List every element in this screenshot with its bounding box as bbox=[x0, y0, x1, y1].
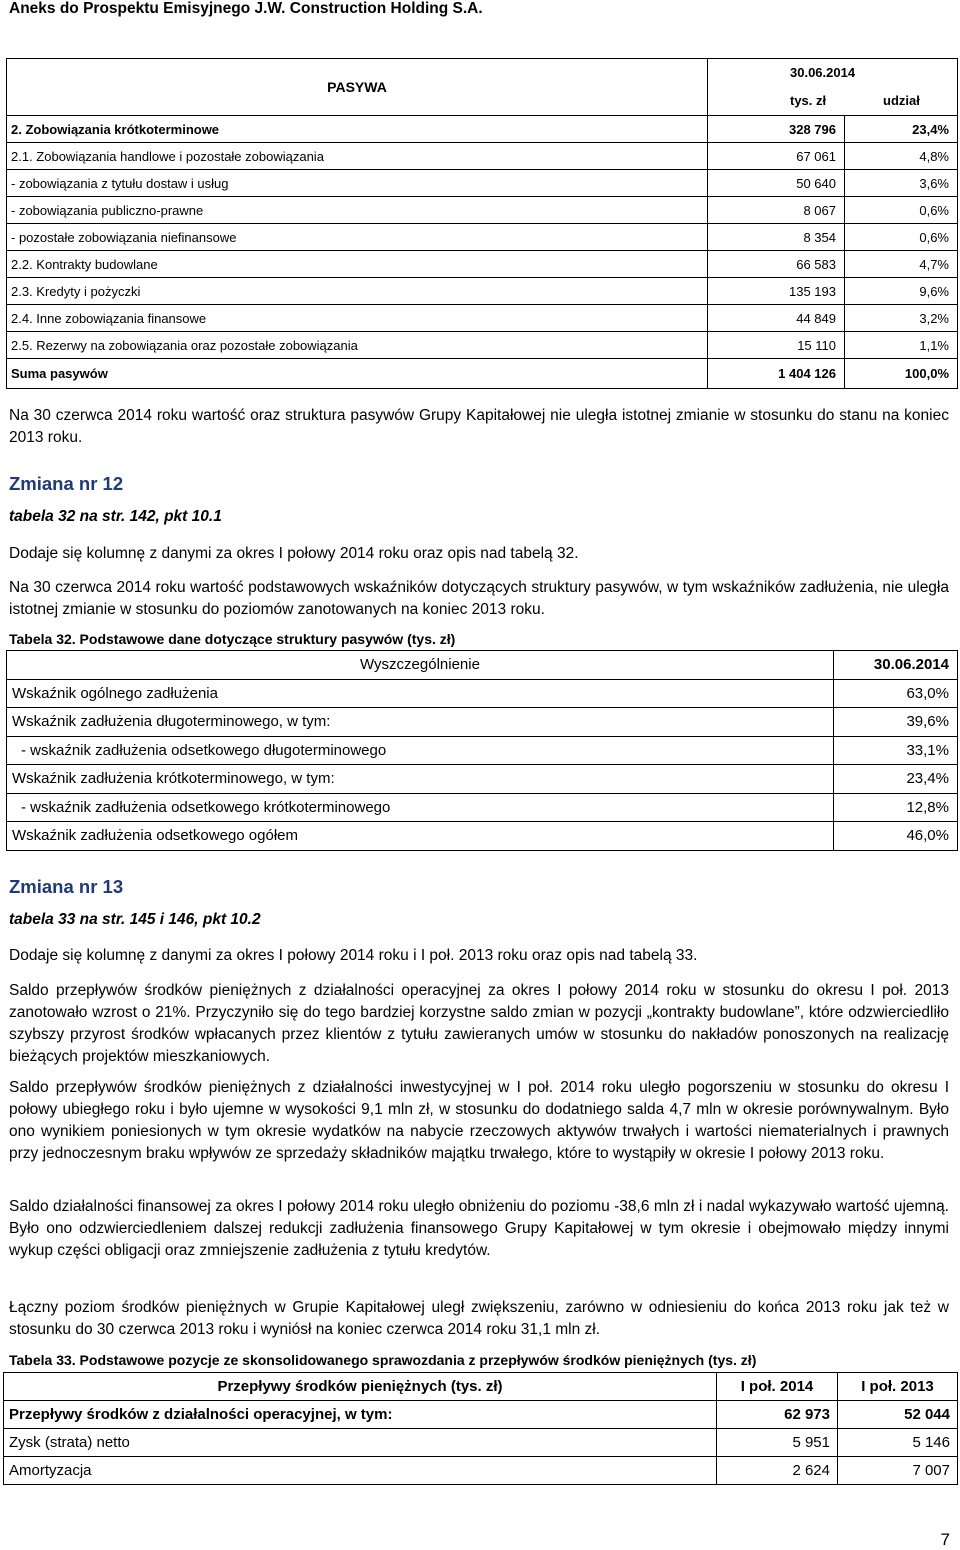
change-13-paragraph-2: Saldo przepływów środków pieniężnych z działalności inwestycyjnej w I poł. 2014 roku uległo pogorszeniu w stosunku do okresu I połowy ubiegłego roku i było ujemne w wysokości 9,1 mln zł, w stosunku do dodatniego salda 4,7 mln w okresie porównywalnym. Było ono wynikiem poniesionych w tym okresie wydatków na nabycie rzeczowych aktywów trwałych i wartości niematerialnych i prawnych przy jednoczesnym braku wpływów ze sprzedaży składników majątku trwałego, które to wystąpiły w okresie I połowy 2013 roku. bbox=[9, 1079, 949, 1162]
cashflow-table bbox=[3, 1372, 958, 1485]
row-label: 2.3. Kredyty i pożyczki bbox=[7, 278, 708, 305]
table-row bbox=[4, 1429, 958, 1457]
row-label: 2.5. Rezerwy na zobowiązania oraz pozostałe zobowiązania bbox=[7, 332, 708, 359]
table-row-total bbox=[7, 359, 958, 389]
change-13-desc: Dodaje się kolumnę z danymi za okres I połowy 2014 roku i I poł. 2013 roku oraz opis nad tabelą 33. bbox=[9, 947, 698, 964]
row-share: 1,1% bbox=[845, 332, 958, 359]
change-12-paragraph: Na 30 czerwca 2014 roku wartość podstawowych wskaźników dotyczących struktury pasywów, w tym wskaźników zadłużenia, nie uległa istotnej zmianie w stosunku do poziomów zanotowanych na koniec 2013 roku. bbox=[9, 579, 949, 618]
row-value: 63,0% bbox=[834, 679, 958, 708]
row-value-1: 5 951 bbox=[717, 1429, 838, 1457]
table-row bbox=[7, 822, 958, 851]
row-label: 2.1. Zobowiązania handlowe i pozostałe zobowiązania bbox=[7, 143, 708, 170]
liabilities-table bbox=[6, 58, 958, 389]
row-label: 2.4. Inne zobowiązania finansowe bbox=[7, 305, 708, 332]
row-share: 23,4% bbox=[845, 116, 958, 143]
row-amount: 50 640 bbox=[708, 170, 845, 197]
table-row bbox=[7, 170, 958, 197]
row-label: Suma pasywów bbox=[7, 359, 708, 389]
change-13-paragraph-3: Saldo działalności finansowej za okres I połowy 2014 roku uległo obniżeniu do poziomu -38,6 mln zł i nadal wykazywało wartość ujemną. Było ono odzwierciedleniem dalszej redukcji zadłużenia finansowego Grupy Kapitałowej w tym okresie i obejmowało między innymi wykup części obligacji oraz zmniejszenie zadłużenia z tytułu kredytów. bbox=[9, 1198, 949, 1259]
table-header-row bbox=[4, 1373, 958, 1401]
row-value: 46,0% bbox=[834, 822, 958, 851]
row-label: Wskaźnik ogólnego zadłużenia bbox=[7, 679, 834, 708]
row-label: Wskaźnik zadłużenia odsetkowego ogółem bbox=[7, 822, 834, 851]
change-13-ref: tabela 33 na str. 145 i 146, pkt 10.2 bbox=[9, 911, 261, 928]
row-amount: 135 193 bbox=[708, 278, 845, 305]
table-row bbox=[7, 332, 958, 359]
table-row bbox=[7, 278, 958, 305]
row-amount: 8 354 bbox=[708, 224, 845, 251]
row-share: 4,8% bbox=[845, 143, 958, 170]
change-13-title: Zmiana nr 13 bbox=[9, 876, 124, 897]
row-share: 9,6% bbox=[845, 278, 958, 305]
row-amount: 67 061 bbox=[708, 143, 845, 170]
row-amount: 66 583 bbox=[708, 251, 845, 278]
table-row bbox=[7, 224, 958, 251]
row-amount: 8 067 bbox=[708, 197, 845, 224]
row-share: 4,7% bbox=[845, 251, 958, 278]
row-value-1: 62 973 bbox=[717, 1401, 838, 1429]
table-row bbox=[4, 1401, 958, 1429]
row-label: Amortyzacja bbox=[4, 1457, 717, 1485]
row-value-2: 5 146 bbox=[838, 1429, 958, 1457]
indicators-table bbox=[6, 650, 958, 851]
table-row bbox=[7, 765, 958, 794]
row-label: - zobowiązania z tytułu dostaw i usług bbox=[7, 170, 708, 197]
row-value-1: 2 624 bbox=[717, 1457, 838, 1485]
change-12-title: Zmiana nr 12 bbox=[9, 473, 124, 494]
row-share: 3,6% bbox=[845, 170, 958, 197]
amount-header: tys. zł bbox=[790, 93, 827, 108]
row-label: Wskaźnik zadłużenia krótkoterminowego, w tym: bbox=[7, 765, 834, 794]
table-row bbox=[7, 143, 958, 170]
header-label: Wyszczególnienie bbox=[7, 651, 834, 680]
header-period-1: I poł. 2014 bbox=[717, 1373, 838, 1401]
share-header: udział bbox=[883, 93, 920, 108]
row-label: - wskaźnik zadłużenia odsetkowego krótkoterminowego bbox=[7, 793, 834, 822]
header-label: Przepływy środków pieniężnych (tys. zł) bbox=[4, 1373, 717, 1401]
row-value: 12,8% bbox=[834, 793, 958, 822]
row-value: 33,1% bbox=[834, 736, 958, 765]
date-header-cell bbox=[708, 59, 958, 116]
row-label: Wskaźnik zadłużenia długoterminowego, w tym: bbox=[7, 708, 834, 737]
row-label: Przepływy środków z działalności operacyjnej, w tym: bbox=[4, 1401, 717, 1429]
row-share: 0,6% bbox=[845, 224, 958, 251]
change-13-paragraph-4: Łączny poziom środków pieniężnych w Grupie Kapitałowej uległ zwiększeniu, zarówno w odniesieniu do końca 2013 roku jak też w stosunku do 30 czerwca 2013 roku i wyniósł na koniec czerwca 2014 roku 31,1 mln zł. bbox=[9, 1299, 949, 1338]
table-row bbox=[7, 116, 958, 143]
row-value-2: 7 007 bbox=[838, 1457, 958, 1485]
row-label: 2.2. Kontrakty budowlane bbox=[7, 251, 708, 278]
row-label: - wskaźnik zadłużenia odsetkowego długoterminowego bbox=[7, 736, 834, 765]
header-date: 30.06.2014 bbox=[834, 651, 958, 680]
document-header: Aneks do Prospektu Emisyjnego J.W. Construction Holding S.A. bbox=[9, 0, 483, 17]
row-share: 100,0% bbox=[845, 359, 958, 389]
paragraph-liabilities: Na 30 czerwca 2014 roku wartość oraz struktura pasywów Grupy Kapitałowej nie uległa istotnej zmianie w stosunku do stanu na koniec 2013 roku. bbox=[9, 407, 949, 446]
table-row bbox=[7, 793, 958, 822]
change-12-ref: tabela 32 na str. 142, pkt 10.1 bbox=[9, 508, 222, 525]
row-label: - zobowiązania publiczno-prawne bbox=[7, 197, 708, 224]
table-row bbox=[7, 708, 958, 737]
row-amount: 1 404 126 bbox=[708, 359, 845, 389]
table-row bbox=[7, 305, 958, 332]
table-32-caption: Tabela 32. Podstawowe dane dotyczące struktury pasywów (tys. zł) bbox=[9, 631, 456, 647]
table-row bbox=[7, 197, 958, 224]
header-period-2: I poł. 2013 bbox=[838, 1373, 958, 1401]
row-label: - pozostałe zobowiązania niefinansowe bbox=[7, 224, 708, 251]
row-label: 2. Zobowiązania krótkoterminowe bbox=[7, 116, 708, 143]
row-value: 23,4% bbox=[834, 765, 958, 794]
table-row bbox=[7, 736, 958, 765]
row-value: 39,6% bbox=[834, 708, 958, 737]
row-share: 3,2% bbox=[845, 305, 958, 332]
table-title: PASYWA bbox=[7, 59, 708, 116]
table-33-caption: Tabela 33. Podstawowe pozycje ze skonsolidowanego sprawozdania z przepływów środków pieniężnych (tys. zł) bbox=[9, 1352, 757, 1368]
date-header: 30.06.2014 bbox=[790, 65, 856, 80]
table-row bbox=[7, 679, 958, 708]
page-number: 7 bbox=[940, 1530, 950, 1549]
row-amount: 15 110 bbox=[708, 332, 845, 359]
table-row bbox=[7, 251, 958, 278]
change-13-paragraph-1: Saldo przepływów środków pieniężnych z działalności operacyjnej za okres I połowy 2014 roku w stosunku do okresu I poł. 2013 zanotowało wzrost o 21%. Przyczyniło się do tego bardziej korzystne saldo zmian w pozycji „kontrakty budowlane”, które odzwierciedliło szybszy przyrost środków wpłacanych przez klientów z tytułu zawieranych umów w stosunku do nakładów ponoszonych na realizację bieżących projektów mieszkaniowych. bbox=[9, 982, 949, 1065]
table-header-row bbox=[7, 651, 958, 680]
row-value-2: 52 044 bbox=[838, 1401, 958, 1429]
change-12-desc: Dodaje się kolumnę z danymi za okres I połowy 2014 roku oraz opis nad tabelą 32. bbox=[9, 545, 579, 562]
table-row bbox=[4, 1457, 958, 1485]
row-amount: 44 849 bbox=[708, 305, 845, 332]
row-amount: 328 796 bbox=[708, 116, 845, 143]
row-share: 0,6% bbox=[845, 197, 958, 224]
row-label: Zysk (strata) netto bbox=[4, 1429, 717, 1457]
